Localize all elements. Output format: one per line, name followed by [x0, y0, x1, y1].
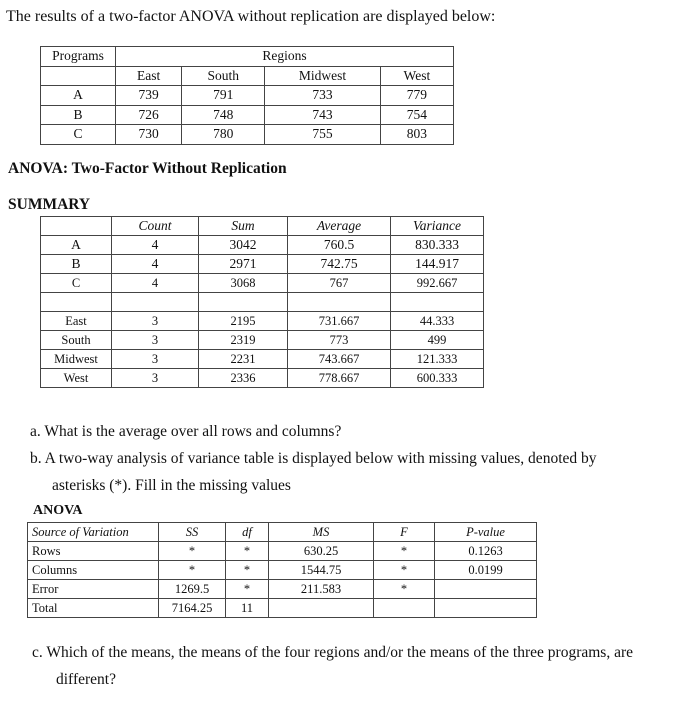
table-row: Midwest 3 2231 743.667 121.333	[41, 350, 484, 369]
table-row: South 3 2319 773 499	[41, 331, 484, 350]
spacer-row	[41, 293, 484, 312]
table-row: Error 1269.5 * 211.583 *	[28, 580, 537, 599]
question-b-line2: asterisks (*). Fill in the missing values	[52, 477, 291, 494]
header-count: Count	[112, 217, 199, 236]
question-a: a. What is the average over all rows and columns?	[30, 423, 342, 440]
question-b-line1: b. A two-way analysis of variance table is displayed below with missing values, denoted by	[30, 450, 597, 467]
table-row: B 726 748 743 754	[41, 105, 454, 125]
table-row: C 4 3068 767 992.667	[41, 274, 484, 293]
programs-regions-table	[40, 46, 454, 145]
table-row: B 4 2971 742.75 144.917	[41, 255, 484, 274]
table-row: A 739 791 733 779	[41, 86, 454, 106]
summary-table	[40, 216, 484, 388]
question-c-line1: c. Which of the means, the means of the four regions and/or the means of the three programs, are	[32, 644, 633, 661]
table-row: Columns * * 1544.75 * 0.0199	[28, 561, 537, 580]
question-c-line2: different?	[56, 671, 116, 688]
table-row: Total 7164.25 11	[28, 599, 537, 618]
anova-table: Source of Variation SS df MS F P-value Rows * * 630.25 * 0.1263 Columns * * 1544.75 * 0.0199 Error 1269.5 * 211.583 * Total 7164.25 11	[27, 522, 537, 618]
programs-header: Programs	[41, 47, 116, 67]
table-row: C 730 780 755 803	[41, 125, 454, 145]
table-row: Rows * * 630.25 * 0.1263	[28, 542, 537, 561]
header-sum: Sum	[199, 217, 288, 236]
summary-title: SUMMARY	[8, 196, 91, 213]
table-row: West 3 2336 778.667 600.333	[41, 369, 484, 388]
intro-text: The results of a two-factor ANOVA without replication are displayed below:	[6, 8, 496, 25]
table-row: A 4 3042 760.5 830.333	[41, 236, 484, 255]
header-average: Average	[288, 217, 391, 236]
header-variance: Variance	[391, 217, 484, 236]
table-row: East 3 2195 731.667 44.333	[41, 312, 484, 331]
regions-header: Regions	[116, 47, 454, 67]
col-midwest: Midwest	[265, 66, 380, 86]
col-south: South	[182, 66, 265, 86]
anova-table-title: ANOVA	[33, 503, 83, 518]
col-west: West	[380, 66, 453, 86]
col-east: East	[116, 66, 182, 86]
anova-title: ANOVA: Two-Factor Without Replication	[8, 160, 287, 177]
